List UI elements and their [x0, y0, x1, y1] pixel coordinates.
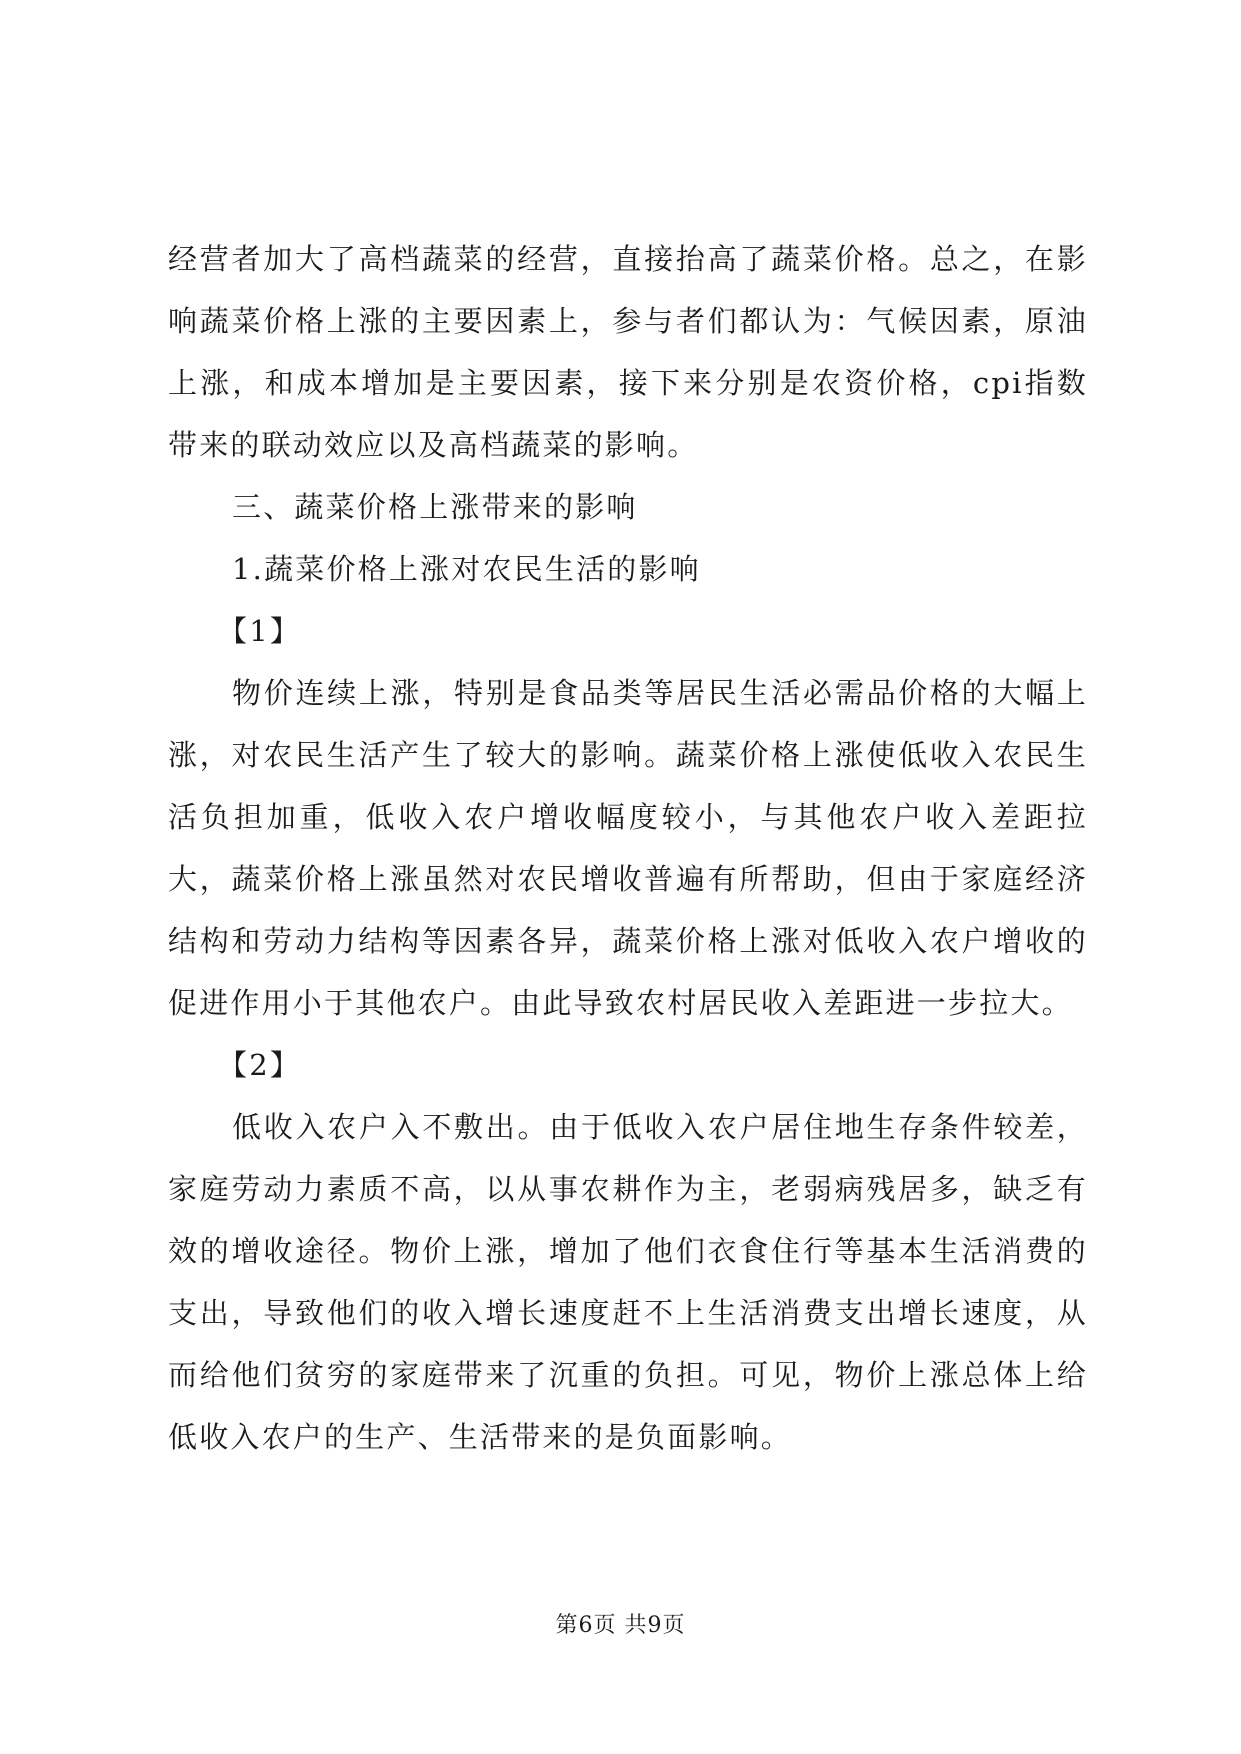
item-marker-1: 【1】	[218, 614, 302, 648]
subsection-heading: 1.蔬菜价格上涨对农民生活的影响	[232, 552, 701, 586]
item-marker-2: 【2】	[218, 1048, 302, 1082]
document-body	[168, 228, 1088, 1468]
paragraph-item-2: 低收入农户入不敷出。由于低收入农户居住地生存条件较差，家庭劳动力素质不高，以从事农耕作为主，老弱病残居多，缺乏有效的增收途径。物价上涨，增加了他们衣食住行等基本生活消费的支出，导致他们的收入增长速度赶不上生活消费支出增长速度，从而给他们贫穷的家庭带来了沉重的负担。可见，物价上涨总体上给低收入农户的生产、生活带来的是负面影响。	[168, 1110, 1088, 1454]
paragraph-continuation: 经营者加大了高档蔬菜的经营，直接抬高了蔬菜价格。总之，在影响蔬菜价格上涨的主要因素上，参与者们都认为：气候因素，原油上涨，和成本增加是主要因素，接下来分别是农资价格，cpi指数带来的联动效应以及高档蔬菜的影响。	[168, 242, 1088, 462]
page-footer: 第6页 共9页	[555, 1613, 686, 1638]
paragraph-item-1: 物价连续上涨，特别是食品类等居民生活必需品价格的大幅上涨，对农民生活产生了较大的影响。蔬菜价格上涨使低收入农民生活负担加重，低收入农户增收幅度较小，与其他农户收入差距拉大，蔬菜价格上涨虽然对农民增收普遍有所帮助，但由于家庭经济结构和劳动力结构等因素各异，蔬菜价格上涨对低收入农户增收的促进作用小于其他农户。由此导致农村居民收入差距进一步拉大。	[168, 676, 1088, 1020]
section-heading: 三、蔬菜价格上涨带来的影响	[232, 490, 638, 524]
